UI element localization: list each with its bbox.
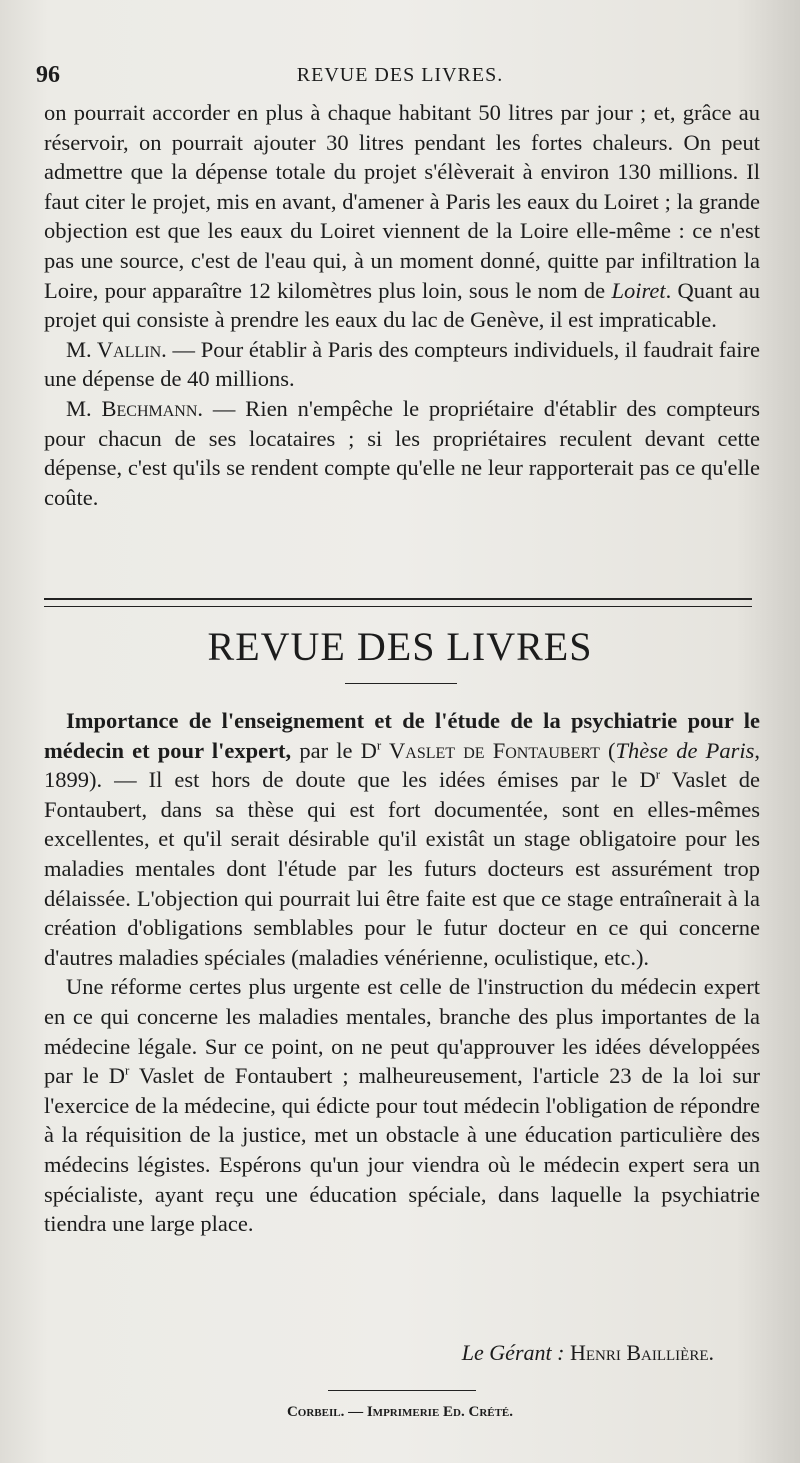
review-author: Vaslet de Fontaubert xyxy=(381,737,600,763)
superscript: r xyxy=(125,1062,130,1078)
speech-vallin: — Pour établir à Paris des compteurs individuels, il faudrait faire une dépense de 40 millions. xyxy=(44,336,760,392)
speaker-vallin: M. Vallin. xyxy=(66,336,167,362)
review-text-cont: Vaslet de Fontaubert, dans sa thèse qui est fort documentée, sont en elles-mêmes excellentes, et qu'il serait désirable qu'il existât un stage obligatoire pour les maladies mentales dont l'étude par les futurs docteurs est assurément trop délaissée. L'objection qui pourrait lui être faite est que ce stage entraînerait à la création d'obligations semblables pour le futur docteur en ce qui concerne d'autres maladies spéciales (maladies vénérienne, oculistique, etc.). xyxy=(44,767,760,970)
superscript: r xyxy=(376,737,382,753)
section-divider xyxy=(44,598,752,607)
review-text: — Il est hors de doute que les idées émises par le D xyxy=(102,767,656,793)
review-source: Thèse de Paris xyxy=(615,737,755,763)
imprint-rule xyxy=(328,1390,476,1391)
running-head xyxy=(36,62,764,92)
book-review xyxy=(44,706,760,1239)
signature-label: Le Gérant : xyxy=(461,1340,565,1365)
source-close: , 1899). xyxy=(44,737,760,793)
signature xyxy=(462,1340,714,1366)
source-open: ( xyxy=(599,737,616,763)
review-text: Une réforme certes plus urgente est celle de l'instruction du médecin expert en ce qui concerne les maladies mentales, branche des plus importantes de la médecine légale. Sur ce point, on ne peut qu'approuver les idées développées par le D xyxy=(44,974,760,1089)
paragraph-vallin xyxy=(44,335,760,394)
review-by: par le D xyxy=(291,737,377,763)
paragraph-text-end: . Quant au projet qui consiste à prendre les eaux du lac de Genève, il est impraticable. xyxy=(44,277,760,333)
paragraph-bechmann xyxy=(44,394,760,512)
signature-name: Henri Baillière. xyxy=(569,1340,714,1365)
italic-term: Loiret xyxy=(611,277,666,303)
review-paragraph-1 xyxy=(44,706,760,972)
section-title: REVUE DES LIVRES xyxy=(207,624,593,669)
title-underline xyxy=(345,683,457,684)
page-number: 96 xyxy=(36,62,60,88)
superscript: r xyxy=(655,766,661,782)
running-title: REVUE DES LIVRES. xyxy=(296,64,504,86)
speaker-bechmann: M. Bechmann. xyxy=(66,395,204,421)
review-paragraph-2 xyxy=(44,972,760,1238)
paragraph-text: on pourrait accorder en plus à chaque habitant 50 litres par jour ; et, grâce au réservoir, on pourrait ajouter 30 litres pendant les fortes chaleurs. On peut admettre que la dépense totale du projet s'élèverait à environ 130 millions. Il faut citer le projet, mis en avant, d'amener à Paris les eaux du Loiret ; la grande objection est que les eaux du Loiret viennent de la Loire elle-même : ce n'est pas une source, c'est de l'eau qui, à un moment donné, quitte par infiltration la Loire, pour apparaître 12 kilomètres plus loin, sous le nom de xyxy=(44,100,760,303)
review-title: Importance de l'enseignement et de l'étude de la psychiatrie pour le médecin et pour l'expert, xyxy=(44,708,760,763)
printer-imprint: Corbeil. — Imprimerie Ed. Crété. xyxy=(286,1404,514,1420)
discussion-text xyxy=(44,98,760,512)
speech-bechmann: — Rien n'empêche le propriétaire d'établir des compteurs pour chacun de ses locataires ; si les propriétaires reculent devant cette dépense, c'est qu'ils se rendent compte qu'elle ne leur rapporterait pas ce qu'elle coûte. xyxy=(44,395,761,510)
paragraph-continued xyxy=(44,98,760,335)
review-text-cont: Vaslet de Fontaubert ; malheureusement, l'article 23 de la loi sur l'exercice de la médecine, qui édicte pour tout médecin l'obligation de répondre à la réquisition de la justice, met un obstacle à une éducation particulière des médecins légistes. Espérons qu'un jour viendra où le médecin expert sera un spécialiste, ayant reçu une éducation spéciale, dans laquelle la psychiatrie tiendra une large place. xyxy=(44,1063,760,1237)
